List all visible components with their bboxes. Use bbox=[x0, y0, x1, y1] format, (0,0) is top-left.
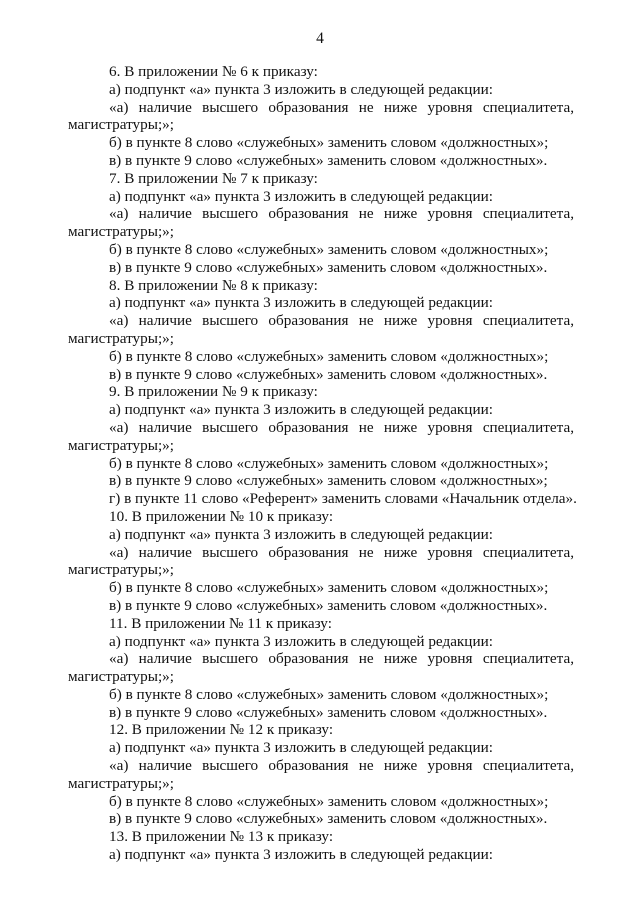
document-line: а) подпункт «а» пункта 3 изложить в следующей редакции: bbox=[109, 525, 493, 543]
document-line: б) в пункте 8 слово «служебных» заменить словом «должностных»; bbox=[109, 240, 549, 258]
document-line: «а) наличие высшего образования не ниже уровня специалитета, bbox=[109, 205, 574, 223]
document-line: «а) наличие высшего образования не ниже уровня специалитета, bbox=[109, 312, 574, 330]
document-line: 9. В приложении № 9 к приказу: bbox=[109, 383, 318, 401]
document-line: а) подпункт «а» пункта 3 изложить в следующей редакции: bbox=[109, 632, 493, 650]
document-line: 7. В приложении № 7 к приказу: bbox=[109, 169, 318, 187]
document-line: магистратуры;»; bbox=[68, 561, 174, 579]
document-line: 13. В приложении № 13 к приказу: bbox=[109, 828, 334, 846]
document-line: «а) наличие высшего образования не ниже уровня специалитета, bbox=[109, 418, 574, 436]
document-line: магистратуры;»; bbox=[68, 668, 174, 686]
document-line: магистратуры;»; bbox=[68, 436, 174, 454]
document-line: б) в пункте 8 слово «служебных» заменить словом «должностных»; bbox=[109, 685, 549, 703]
document-line: в) в пункте 9 слово «служебных» заменить словом «должностных»; bbox=[109, 472, 548, 490]
document-line: магистратуры;»; bbox=[68, 774, 174, 792]
document-line: б) в пункте 8 слово «служебных» заменить словом «должностных»; bbox=[109, 134, 549, 152]
document-line: «а) наличие высшего образования не ниже уровня специалитета, bbox=[109, 98, 574, 116]
document-line: 10. В приложении № 10 к приказу: bbox=[109, 507, 334, 525]
document-line: а) подпункт «а» пункта 3 изложить в следующей редакции: bbox=[109, 401, 493, 419]
document-line: б) в пункте 8 слово «служебных» заменить словом «должностных»; bbox=[109, 579, 549, 597]
document-line: в) в пункте 9 слово «служебных» заменить словом «должностных». bbox=[109, 703, 548, 721]
document-line: б) в пункте 8 слово «служебных» заменить словом «должностных»; bbox=[109, 792, 549, 810]
document-line: 11. В приложении № 11 к приказу: bbox=[109, 614, 332, 632]
document-line: б) в пункте 8 слово «служебных» заменить словом «должностных»; bbox=[109, 347, 549, 365]
document-line: «а) наличие высшего образования не ниже уровня специалитета, bbox=[109, 650, 574, 668]
document-body bbox=[68, 63, 577, 864]
page-number: 4 bbox=[316, 30, 324, 47]
document-line: б) в пункте 8 слово «служебных» заменить словом «должностных»; bbox=[109, 454, 549, 472]
document-line: «а) наличие высшего образования не ниже уровня специалитета, bbox=[109, 543, 574, 561]
document-line: магистратуры;»; bbox=[68, 116, 174, 134]
document-line: в) в пункте 9 слово «служебных» заменить словом «должностных». bbox=[109, 258, 548, 276]
document-line: 12. В приложении № 12 к приказу: bbox=[109, 721, 334, 739]
document-line: в) в пункте 9 слово «служебных» заменить словом «должностных». bbox=[109, 810, 548, 828]
document-line: магистратуры;»; bbox=[68, 223, 174, 241]
document-line: а) подпункт «а» пункта 3 изложить в следующей редакции: bbox=[109, 846, 493, 864]
document-line: 8. В приложении № 8 к приказу: bbox=[109, 276, 318, 294]
document-line: г) в пункте 11 слово «Референт» заменить словами «Начальник отдела». bbox=[109, 490, 577, 508]
document-line: в) в пункте 9 слово «служебных» заменить словом «должностных». bbox=[109, 596, 548, 614]
document-line: а) подпункт «а» пункта 3 изложить в следующей редакции: bbox=[109, 294, 493, 312]
document-line: а) подпункт «а» пункта 3 изложить в следующей редакции: bbox=[109, 80, 493, 98]
document-line: в) в пункте 9 слово «служебных» заменить словом «должностных». bbox=[109, 365, 548, 383]
document-line: а) подпункт «а» пункта 3 изложить в следующей редакции: bbox=[109, 739, 493, 757]
document-line: магистратуры;»; bbox=[68, 329, 174, 347]
document-line: а) подпункт «а» пункта 3 изложить в следующей редакции: bbox=[109, 187, 493, 205]
document-line: в) в пункте 9 слово «служебных» заменить словом «должностных». bbox=[109, 151, 548, 169]
document-line: «а) наличие высшего образования не ниже уровня специалитета, bbox=[109, 757, 574, 775]
document-line: 6. В приложении № 6 к приказу: bbox=[109, 63, 318, 80]
